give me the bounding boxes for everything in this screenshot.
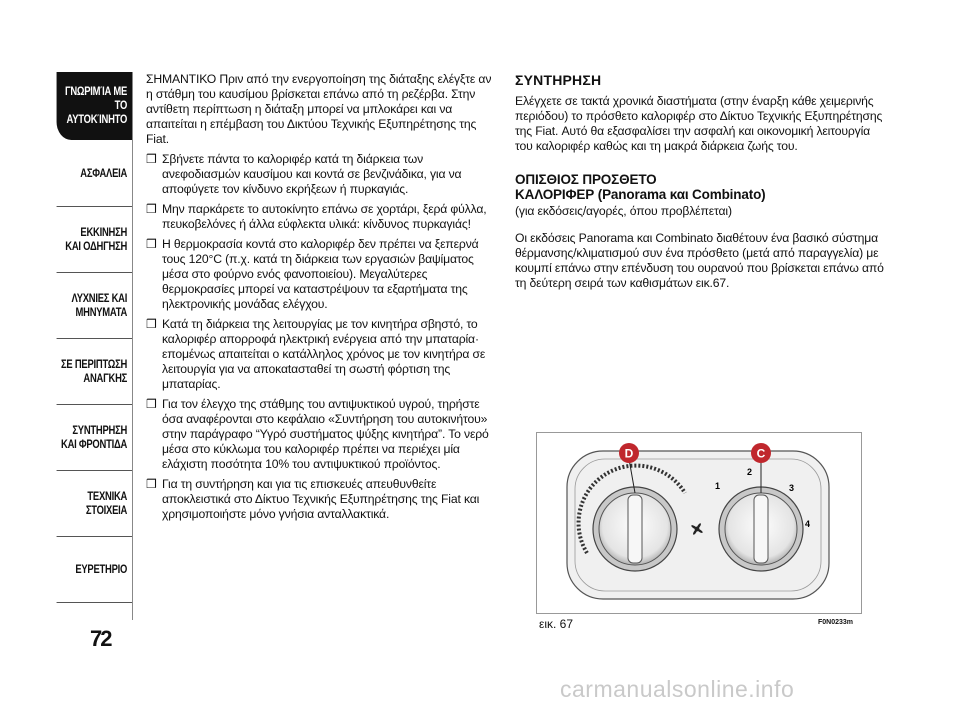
tab-maintenance-care[interactable] xyxy=(57,405,132,471)
subheading-line2: ΚΑΛΟΡΙΦΕΡ (Panorama και Combinato) xyxy=(515,187,766,202)
tab-safety[interactable] xyxy=(57,141,132,207)
tab-label: ΑΝΑΓΚΗΣ xyxy=(83,372,128,385)
knob-d-grip xyxy=(628,495,642,563)
heater-controls-illustration xyxy=(537,433,863,615)
left-column xyxy=(146,72,496,527)
bullet-text: Κατά τη διάρκεια της λειτουργίας με τον κινητήρα σβηστό, το καλοριφέρ απορροφά ηλεκτρική ενέργεια από την μπαταρία· επομένως απαιτείται ο κατάλληλος χρόνος με τον κινητήρα σε λειτουργία για να αποκαtασταθεί τη σωστή φόρτιση της μπαταρίας. xyxy=(162,317,486,391)
maintenance-text: Ελέγχετε σε τακτά χρονικά διαστήματα (στην έναρξη κάθε χειμερινής περιόδου) το πρόσθετο καλοριφέρ στο Δίκτυο Τεχνικής Εξυπηρέτησης της Fiat. Αυτό θα εξασφαλίσει την ασφαλή και οικονομική λειτουργία του καλοριφέρ καθώς και τη μακρά διάρκεια ζωής του. xyxy=(515,94,883,153)
tab-label: ΣΥΝΤΗΡΗΣΗ xyxy=(72,424,128,437)
checkbox-bullet-icon: ❒ xyxy=(146,317,157,331)
bullet-text: Μην παρκάρετε το αυτοκίνητο επάνω σε χορτάρι, ξερά φύλλα, πευκοβελόνες ή άλλα εύφλεκτα υλικά: κίνδυνος πυρκαγιάς! xyxy=(162,202,487,231)
bullet-text: Σβήνετε πάντα το καλοριφέρ κατά τη διάρκεια των ανεφοδιασμών καυσίμου και κοντά σε βενζινάδικα, για να αποφύγετε τον κίνδυνο εκρήξεων ή πυρκαγιάς. xyxy=(162,152,462,196)
page-number: 72 xyxy=(90,626,111,651)
chapter-tabs xyxy=(40,72,132,603)
important-note: ΣΗΜΑΝΤΙΚΟ Πριν από την ενεργοποίηση της διάταξης ελέγξτε αν η στάθμη του καυσίμου βρίσκεται επάνω από τη ρεζέρβα. Στην αντίθετη περίπτωση η διάταξη μπορεί να μπλοκάρει και να απαιτείται η επέμβαση του Δικτύου Τεχνικής Εξυπηρέτησης της Fiat. xyxy=(146,72,492,146)
bullet-text: Για τη συντήρηση και για τις επισκευές απευθυνθείτε αποκλειστικά στο Δίκτυο Τεχνικής Εξυπηρέτησης της Fiat και χρησιμοποιήστε μόνο γνήσια ανταλλακτικά. xyxy=(162,477,480,521)
body-text: Οι εκδόσεις Panorama και Combinato διαθέτουν ένα βασικό σύστημα θέρμανσης/κλιματισμού συν ένα πρόσθετο (μετά από παραγγελία) με κουμπί επάνω στην επένδυση του ουρανού που βρίσκεται επάνω από τη δεύτερη σειρά των καθισμάτων εικ.67. xyxy=(515,231,884,290)
tab-getting-to-know[interactable] xyxy=(57,72,132,140)
scale-mark-2: 2 xyxy=(747,467,753,477)
knob-c-grip xyxy=(754,495,768,563)
watermark: carmanualsonline.info xyxy=(560,676,795,702)
tab-label: ΚΑΙ ΟΔΗΓΗΣΗ xyxy=(65,240,128,253)
checkbox-bullet-icon: ❒ xyxy=(146,397,157,411)
tab-label: ΕΥΡΕΤΗΡΙΟ xyxy=(75,563,128,576)
scale-mark-4: 4 xyxy=(805,519,811,529)
list-item xyxy=(146,477,496,522)
checkbox-bullet-icon: ❒ xyxy=(146,477,157,491)
tabs-divider xyxy=(132,72,133,620)
tab-label: ΤΟ ΑΥΤΟΚΊΝΗΤΟ xyxy=(66,100,128,126)
tab-index[interactable] xyxy=(57,537,132,603)
scale-mark-3: 3 xyxy=(789,483,795,493)
tab-warning-lights[interactable] xyxy=(57,273,132,339)
list-item xyxy=(146,202,496,232)
checkbox-bullet-icon: ❒ xyxy=(146,202,157,216)
subheading-note: (για εκδόσεις/αγορές, όπου προβλέπεται) xyxy=(515,204,732,218)
tab-label: ΓΝΩΡΙΜΊΑ ΜΕ xyxy=(64,86,128,98)
list-item xyxy=(146,397,496,472)
tab-label: ΜΗΝΥΜΑΤΑ xyxy=(75,306,128,319)
list-item xyxy=(146,237,496,312)
tab-label: ΣΕ ΠΕΡΙΠΤΩΣΗ xyxy=(61,358,128,371)
marker-c-label: C xyxy=(756,446,766,461)
tab-label: ΤΕΧΝΙΚΑ xyxy=(87,490,128,503)
right-column xyxy=(515,72,887,296)
checkbox-bullet-icon: ❒ xyxy=(146,152,157,166)
section-heading: ΣΥΝΤΗΡΗΣΗ xyxy=(515,72,602,88)
list-item xyxy=(146,317,496,392)
checkbox-bullet-icon: ❒ xyxy=(146,237,157,251)
subheading-line1: ΟΠΙΣΘΙΟΣ ΠΡΟΣΘΕΤΟ xyxy=(515,172,657,187)
tab-label: ΑΣΦΑΛΕΙΑ xyxy=(80,167,128,180)
tab-label: ΛΥΧΝΙΕΣ ΚΑΙ xyxy=(71,292,128,305)
tab-technical-data[interactable] xyxy=(57,471,132,537)
marker-d-label: D xyxy=(624,446,634,461)
figure-code: F0N0233m xyxy=(818,619,854,626)
tab-starting-driving[interactable] xyxy=(57,207,132,273)
tab-emergency[interactable] xyxy=(57,339,132,405)
tab-label: ΕΚΚΙΝΗΣΗ xyxy=(80,226,128,239)
scale-mark-1: 1 xyxy=(715,481,721,491)
tab-label: ΚΑΙ ΦΡΟΝΤΙΔΑ xyxy=(61,438,128,451)
tab-label: ΣΤΟΙΧΕΙΑ xyxy=(85,504,128,517)
bullet-text: Η θερμοκρασία κοντά στο καλοριφέρ δεν πρέπει να ξεπερνά τους 120°C (π.χ. κατά τη διάρκεια των εργασιών βαψίματος μέσα στο φούρνο ενός φανοποιείου). Μεγαλύτερες θερμοκρασίες μπορεί να καταστρέψουν τα εξαρτήματα της ηλεκτρονικής μονάδας ελέγχου. xyxy=(162,237,479,311)
figure-caption: εικ. 67 xyxy=(539,617,574,631)
list-item xyxy=(146,152,496,197)
heater-controls-figure xyxy=(536,432,862,614)
bullet-text: Για τον έλεγχο της στάθμης του αντιψυκτικού υγρού, τηρήστε όσα αναφέρονται στο κεφάλαιο «Συντήρηση του αυτοκινήτου» στην παράγραφο “Υγρό συστήματος ψύξης κινητήρα”. Το νερό μέσα στο κύκλωμα του καλοριφέρ πρέπει να περιέχει μία ελάχιστη ποσότητα 10% του αντιψυκτικού προϊόντος. xyxy=(162,397,489,471)
